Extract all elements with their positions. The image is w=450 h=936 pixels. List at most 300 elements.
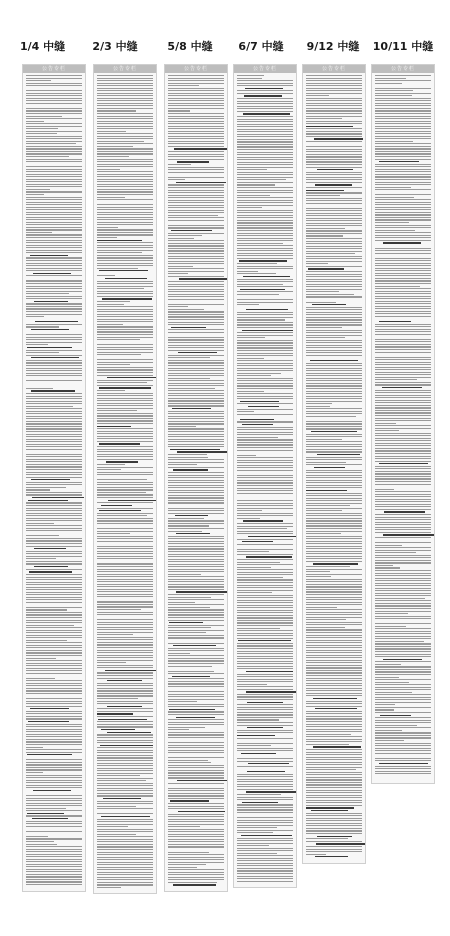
- text-line: [26, 113, 82, 114]
- text-line: [97, 224, 153, 225]
- text-line: [306, 670, 362, 671]
- text-line: [26, 303, 82, 304]
- text-line: [97, 839, 153, 840]
- text-line: [26, 169, 82, 170]
- text-line: [306, 721, 362, 722]
- text-line: [168, 301, 224, 302]
- text-line: [306, 289, 362, 290]
- text-line: [375, 331, 431, 332]
- text-line: [306, 833, 362, 834]
- text-line: [168, 625, 224, 626]
- text-line: [168, 143, 224, 144]
- text-line: [168, 123, 224, 124]
- text-line: [306, 238, 362, 239]
- text-line: [168, 607, 210, 608]
- text-line: [26, 268, 82, 269]
- text-line: [375, 473, 431, 474]
- text-line: [26, 574, 82, 575]
- text-line: [26, 640, 67, 641]
- text-line: [306, 561, 362, 562]
- text-line: [306, 655, 362, 656]
- text-line: [375, 478, 431, 479]
- column-heading-10-11: 10/11 中缝: [372, 40, 434, 53]
- text-line: [97, 811, 153, 812]
- text-line: [375, 113, 431, 114]
- text-line: [26, 556, 82, 557]
- text-line: [306, 657, 362, 658]
- text-line: [237, 865, 293, 866]
- text-line: [375, 481, 431, 482]
- text-line: [306, 110, 362, 111]
- text-line: [168, 113, 224, 114]
- text-line: [26, 131, 82, 132]
- text-line: [168, 459, 224, 460]
- text-line: [168, 694, 224, 695]
- text-line: [97, 601, 153, 602]
- text-line: [375, 590, 431, 591]
- text-line: [375, 313, 431, 314]
- text-line: [237, 388, 293, 389]
- text-line: [26, 436, 82, 437]
- text-line: [237, 129, 293, 130]
- text-line: [375, 750, 431, 751]
- text-line: [375, 141, 413, 142]
- text-line: [306, 256, 362, 257]
- text-line: [26, 782, 82, 783]
- text-line: [237, 605, 293, 606]
- text-line: [237, 192, 293, 193]
- text-line: [97, 334, 153, 335]
- text-line: [168, 844, 224, 845]
- text-line: [237, 294, 279, 295]
- text-line: [306, 647, 362, 648]
- text-line: [97, 133, 153, 134]
- text-line: [375, 126, 431, 127]
- column-heading-5-8: 5/8 中缝: [167, 40, 213, 53]
- text-line: [306, 276, 362, 277]
- text-line: [168, 490, 224, 491]
- text-line: [240, 401, 279, 402]
- text-line: [168, 793, 224, 794]
- text-line: [239, 260, 287, 261]
- text-line: [237, 617, 293, 618]
- text-line: [168, 314, 224, 315]
- text-line: [237, 858, 293, 859]
- text-line: [375, 176, 431, 177]
- text-line: [375, 286, 420, 287]
- text-line: [311, 431, 357, 432]
- text-line: [168, 428, 224, 429]
- text-line: [169, 622, 203, 623]
- text-line: [97, 596, 153, 597]
- text-line: [375, 395, 431, 396]
- text-line: [237, 840, 293, 841]
- text-line: [306, 581, 362, 582]
- text-line: [237, 444, 293, 445]
- text-line: [306, 279, 362, 280]
- text-line: [237, 500, 293, 501]
- text-line: [375, 443, 431, 444]
- text-line: [26, 214, 82, 215]
- text-line: [375, 735, 431, 736]
- text-line: [26, 199, 82, 200]
- text-line: [26, 635, 82, 636]
- text-line: [306, 716, 362, 717]
- text-line: [168, 750, 224, 751]
- text-line: [101, 816, 150, 817]
- text-line: [97, 469, 121, 470]
- text-line: [26, 528, 82, 529]
- text-line: [375, 730, 402, 731]
- text-line: [97, 362, 153, 363]
- text-line: [375, 131, 431, 132]
- text-line: [97, 859, 153, 860]
- text-line: [173, 469, 208, 470]
- text-line: [97, 685, 153, 686]
- text-line: [34, 301, 68, 302]
- text-line: [315, 856, 348, 857]
- text-line: [168, 88, 224, 89]
- text-line: [375, 468, 431, 469]
- text-line: [26, 83, 82, 84]
- text-line: [97, 644, 153, 645]
- text-line: [97, 857, 153, 858]
- text-line: [375, 280, 431, 281]
- text-line: [168, 745, 224, 746]
- text-line: [375, 517, 431, 518]
- text-line: [237, 337, 265, 338]
- text-line: [375, 768, 431, 769]
- text-line: [306, 218, 362, 219]
- text-line: [306, 795, 362, 796]
- text-line: [306, 713, 362, 714]
- text-line: [237, 332, 293, 333]
- text-line: [380, 715, 412, 716]
- text-line: [375, 121, 431, 122]
- text-line: [237, 564, 293, 565]
- text-line: [26, 690, 82, 691]
- column-heading-1-4: 1/4 中缝: [20, 40, 66, 53]
- text-line: [306, 342, 362, 343]
- text-line: [97, 563, 153, 564]
- text-line: [306, 108, 362, 109]
- text-line: [168, 497, 224, 498]
- text-line: [168, 882, 217, 883]
- text-line: [168, 253, 224, 254]
- text-line: [237, 455, 256, 456]
- text-line: [97, 257, 153, 258]
- text-line: [26, 622, 82, 623]
- text-line: [237, 531, 293, 532]
- text-line: [97, 405, 153, 406]
- text-line: [237, 577, 283, 578]
- text-line: [97, 844, 153, 845]
- text-line: [375, 466, 431, 467]
- text-line: [26, 844, 57, 845]
- text-line: [306, 141, 362, 142]
- text-line: [237, 505, 293, 506]
- text-line: [26, 370, 82, 371]
- text-line: [247, 702, 282, 703]
- text-line: [306, 536, 362, 537]
- text-line: [168, 413, 224, 414]
- text-line: [237, 462, 293, 463]
- text-line: [306, 548, 362, 549]
- text-line: [97, 93, 153, 94]
- text-line: [26, 540, 82, 541]
- text-line: [306, 805, 362, 806]
- text-line: [168, 594, 224, 595]
- text-line: [168, 859, 224, 860]
- text-line: [97, 803, 153, 804]
- text-line: [375, 230, 415, 231]
- strip-title: 公告专栏: [23, 65, 85, 73]
- text-line: [237, 281, 293, 282]
- text-line: [306, 546, 362, 547]
- text-line: [306, 172, 362, 173]
- column-heading-9-12: 9/12 中缝: [306, 40, 360, 53]
- text-line: [375, 540, 431, 541]
- text-line: [246, 791, 297, 792]
- text-line: [168, 233, 224, 234]
- text-line: [97, 662, 126, 663]
- text-line: [306, 487, 362, 488]
- text-line: [26, 762, 82, 763]
- text-line: [26, 398, 82, 399]
- text-line: [375, 412, 431, 413]
- text-line: [168, 783, 224, 784]
- text-line: [375, 123, 431, 124]
- text-line: [26, 350, 82, 351]
- text-line: [168, 785, 224, 786]
- text-line: [105, 278, 146, 279]
- text-line: [375, 557, 431, 558]
- text-line: [101, 505, 132, 506]
- text-line: [97, 494, 153, 495]
- text-line: [375, 209, 431, 210]
- text-line: [26, 650, 82, 651]
- text-line: [97, 551, 153, 552]
- text-line: [97, 385, 153, 386]
- text-line: [26, 854, 82, 855]
- text-line: [306, 774, 362, 775]
- text-line: [168, 167, 224, 168]
- text-line: [26, 518, 82, 519]
- text-line: [168, 261, 224, 262]
- text-line: [26, 121, 44, 122]
- text-line: [26, 362, 82, 363]
- text-line: [375, 583, 431, 584]
- text-line: [306, 470, 362, 471]
- text-line: [237, 217, 293, 218]
- text-line: [306, 718, 362, 719]
- text-line: [375, 628, 431, 629]
- text-line: [26, 747, 43, 748]
- text-line: [26, 401, 82, 402]
- text-line: [237, 432, 293, 433]
- text-line: [97, 105, 153, 106]
- text-line: [237, 437, 278, 438]
- text-line: [176, 182, 226, 183]
- text-line: [306, 220, 362, 221]
- text-line: [237, 149, 293, 150]
- text-line: [26, 551, 82, 552]
- text-line: [26, 311, 82, 312]
- text-line: [97, 153, 153, 154]
- column-heading-2-3: 2/3 中缝: [92, 40, 138, 53]
- text-line: [97, 701, 153, 702]
- text-line: [375, 407, 431, 408]
- text-line: [26, 161, 82, 162]
- text-line: [237, 350, 293, 351]
- text-line: [237, 215, 293, 216]
- text-line: [97, 829, 153, 830]
- text-line: [168, 714, 224, 715]
- text-line: [237, 868, 293, 869]
- text-line: [26, 332, 82, 333]
- text-line: [382, 387, 423, 388]
- text-line: [97, 100, 153, 101]
- text-line: [168, 426, 196, 427]
- text-line: [97, 161, 153, 162]
- text-line: [26, 319, 82, 320]
- text-line: [26, 841, 54, 842]
- text-line: [375, 235, 431, 236]
- text-line: [97, 474, 153, 475]
- text-line: [168, 220, 224, 221]
- text-line: [168, 834, 224, 835]
- text-line: [306, 286, 362, 287]
- text-line: [375, 283, 431, 284]
- text-line: [168, 681, 224, 682]
- text-line: [168, 666, 212, 667]
- text-line: [168, 839, 224, 840]
- text-line: [168, 841, 224, 842]
- text-line: [237, 205, 293, 206]
- text-line: [306, 505, 350, 506]
- text-line: [26, 879, 82, 880]
- text-line: [97, 675, 153, 676]
- text-line: [97, 88, 153, 89]
- text-line: [97, 438, 153, 439]
- text-line: [375, 250, 431, 251]
- notice-strip-2-3: [93, 64, 157, 894]
- text-line: [97, 665, 153, 666]
- text-line: [168, 620, 224, 621]
- text-line: [383, 242, 421, 243]
- text-line: [29, 571, 72, 572]
- text-line: [97, 138, 153, 139]
- text-line: [26, 283, 82, 284]
- text-line: [375, 611, 431, 612]
- text-line: [237, 551, 269, 552]
- text-line: [306, 777, 362, 778]
- text-line: [306, 543, 362, 544]
- text-line: [97, 785, 153, 786]
- text-line: [168, 826, 200, 827]
- text-line: [26, 207, 82, 208]
- text-line: [97, 541, 153, 542]
- text-line: [306, 645, 362, 646]
- text-line: [237, 559, 293, 560]
- text-line: [26, 798, 82, 799]
- text-line: [97, 296, 153, 297]
- text-line: [26, 718, 82, 719]
- text-line: [168, 541, 224, 542]
- text-line: [375, 156, 431, 157]
- text-line: [375, 415, 431, 416]
- text-line: [306, 203, 362, 204]
- text-line: [97, 489, 153, 490]
- text-line: [168, 108, 224, 109]
- text-line: [375, 192, 431, 193]
- text-line: [97, 703, 153, 704]
- text-line: [26, 731, 82, 732]
- text-line: [306, 383, 362, 384]
- strip-text-body: [303, 73, 365, 861]
- text-line: [237, 485, 293, 486]
- text-line: [237, 758, 293, 759]
- text-line: [375, 194, 431, 195]
- text-line: [168, 556, 224, 557]
- text-line: [306, 195, 340, 196]
- text-line: [26, 88, 82, 89]
- text-line: [306, 314, 362, 315]
- text-line: [306, 357, 362, 358]
- text-line: [375, 773, 431, 774]
- text-line: [306, 640, 362, 641]
- text-line: [97, 609, 141, 610]
- text-line: [97, 877, 153, 878]
- text-line: [97, 159, 153, 160]
- text-line: [375, 306, 431, 307]
- text-line: [26, 594, 82, 595]
- text-line: [26, 278, 82, 279]
- text-line: [26, 418, 82, 419]
- text-line: [375, 204, 431, 205]
- text-line: [97, 329, 153, 330]
- text-line: [97, 783, 153, 784]
- text-line: [306, 164, 362, 165]
- text-line: [375, 346, 431, 347]
- text-line: [168, 630, 224, 631]
- text-line: [178, 352, 217, 353]
- text-line: [237, 429, 293, 430]
- text-line: [26, 337, 82, 338]
- text-line: [168, 523, 224, 524]
- text-line: [375, 631, 431, 632]
- text-line: [97, 390, 125, 391]
- text-line: [168, 740, 224, 741]
- text-line: [168, 706, 224, 707]
- text-line: [375, 448, 431, 449]
- text-line: [306, 347, 362, 348]
- text-line: [237, 184, 275, 185]
- text-line: [306, 248, 362, 249]
- text-line: [306, 744, 349, 745]
- text-line: [26, 123, 82, 124]
- text-line: [306, 518, 362, 519]
- text-line: [26, 326, 59, 327]
- text-line: [375, 501, 431, 502]
- text-line: [237, 230, 293, 231]
- text-line: [375, 732, 431, 733]
- text-line: [237, 368, 293, 369]
- text-line: [237, 222, 293, 223]
- text-line: [306, 772, 362, 773]
- text-line: [306, 284, 362, 285]
- text-line: [306, 235, 343, 236]
